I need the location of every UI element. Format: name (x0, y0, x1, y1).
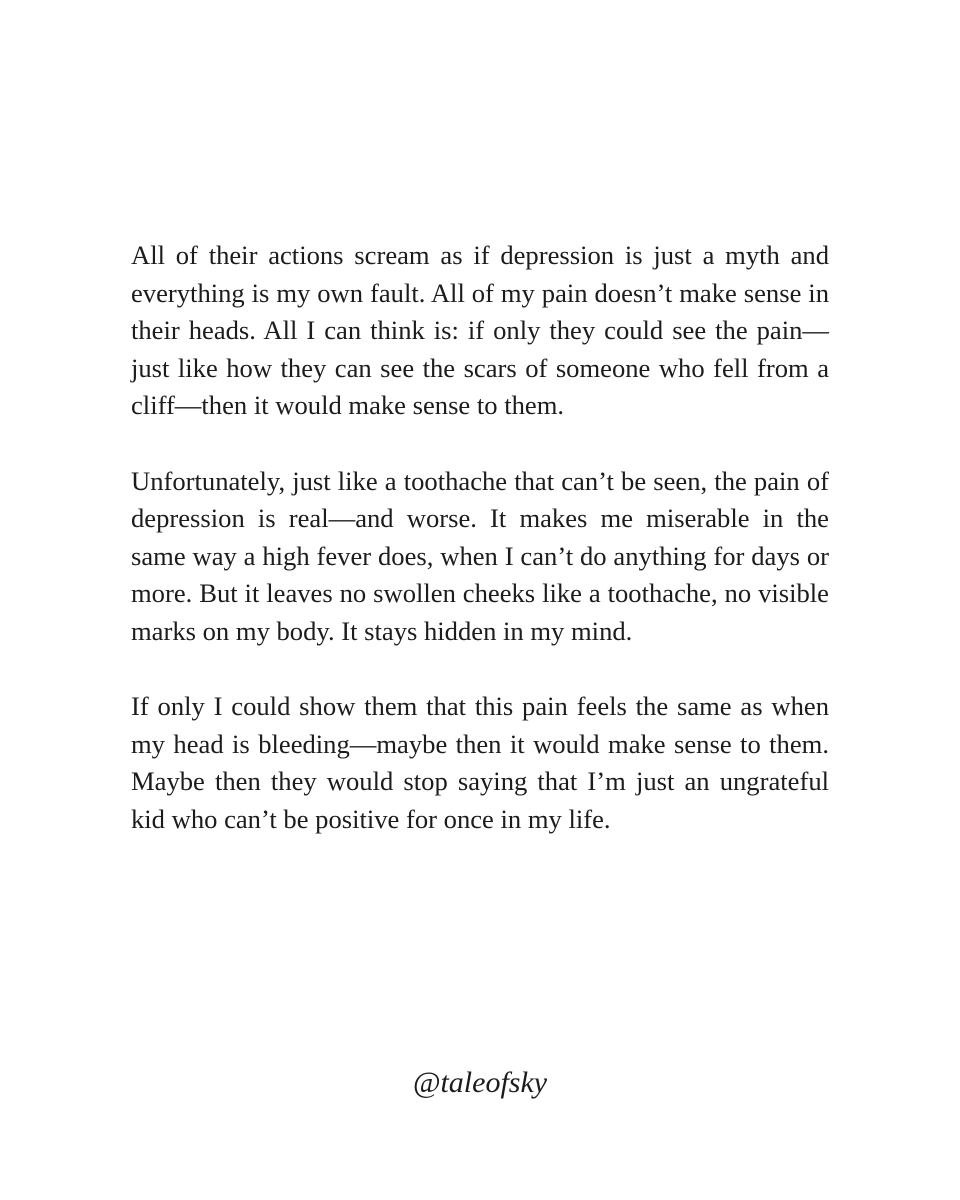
paragraph-1: All of their actions scream as if depression is just a myth and everything is my own fault. All of my pain doesn’t make sense in their heads. All I can think is: if only they could see the pain—just like how they can see the scars of someone who fell from a cliff—then it would make sense to them. (131, 240, 829, 421)
paragraph-2: Unfortunately, just like a toothache that can’t be seen, the pain of depression is real—and worse. It makes me miserable in the same way a high fever does, when I can’t do anything for days or more. But it leaves no swollen cheeks like a toothache, no visible marks on my body. It stays hidden in my mind. (131, 465, 829, 646)
body-text (131, 237, 829, 839)
paragraph-3: If only I could show them that this pain feels the same as when my head is bleeding—maybe then it would make sense to them. Maybe then they would stop saying that I’m just an ungrateful kid who can’t be positive for once in my life. (131, 691, 829, 834)
author-handle: @taleofsky (412, 1066, 548, 1099)
